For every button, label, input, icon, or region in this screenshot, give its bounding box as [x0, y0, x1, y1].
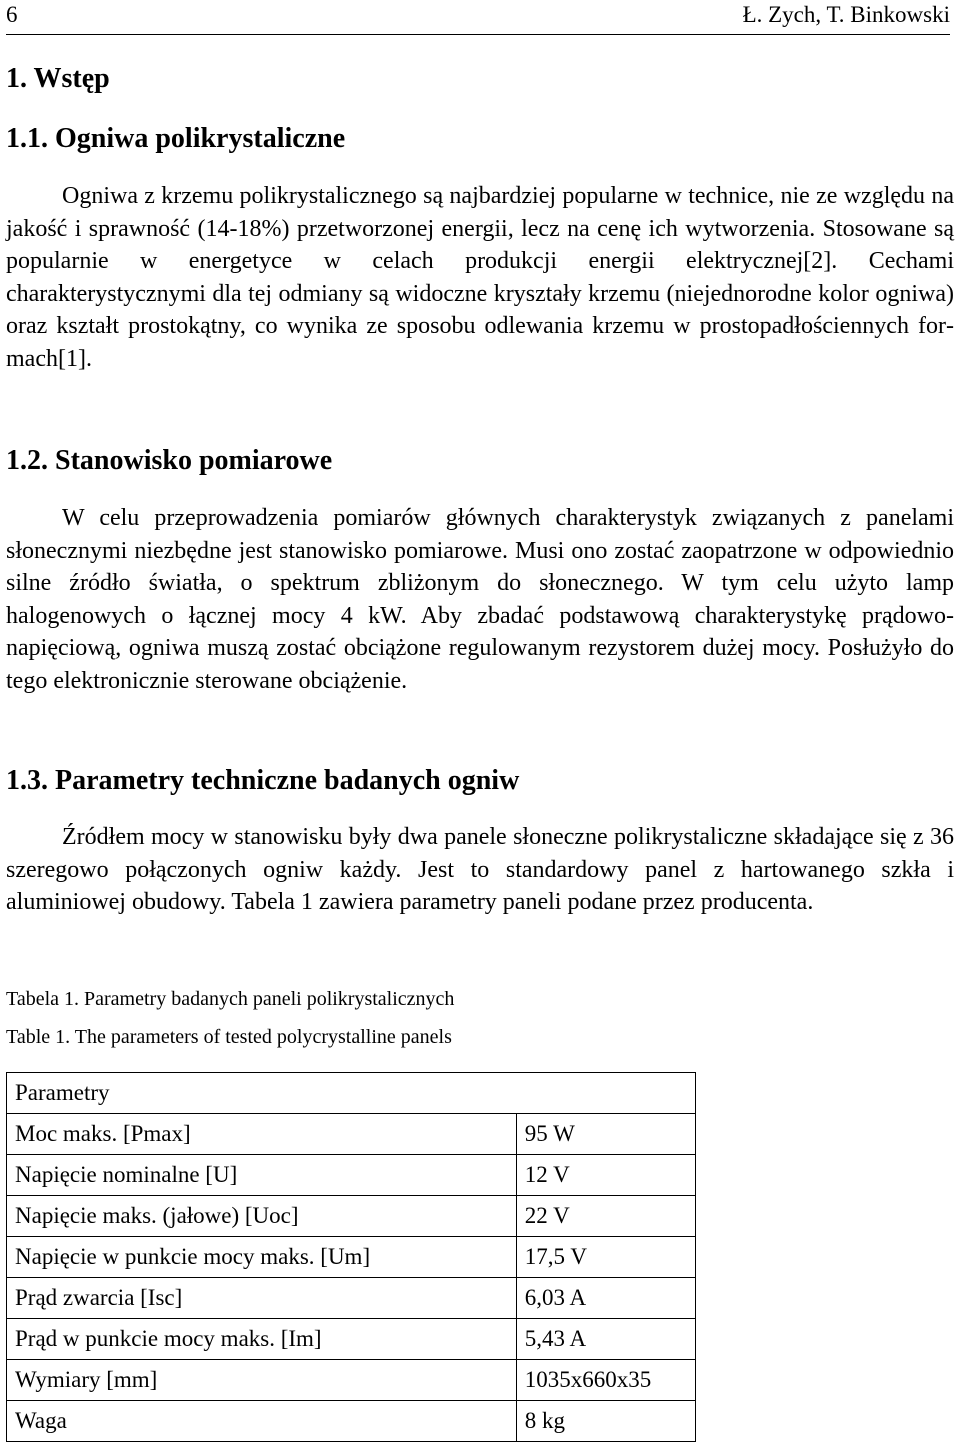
parameter-name-cell: Wymiary [mm] — [7, 1360, 517, 1401]
table-caption-pl: Tabela 1. Parametry badanych paneli polikrystalicznych — [6, 988, 455, 1010]
subsection-heading-ogniwa: 1.1. Ogniwa polikrystaliczne — [6, 123, 346, 154]
running-title: Ł. Zych, T. Binkowski — [742, 2, 950, 27]
parameter-value-cell: 8 kg — [516, 1401, 695, 1442]
table-header-row — [7, 1073, 696, 1114]
table-row — [7, 1278, 696, 1319]
paragraph-stanowisko: W celu przeprowadzenia pomiarów głównych charakterystyk związanych z panelami słonecznymi niezbędne jest stanowisko pomiarowe. Musi ono zostać zaopatrzone w odpowiednio silne źródło światła, o spektrum zbliżonym do słonecznego. W tym celu użyto lamp halogenowych o łącznej mocy 4 kW. Aby zbadać podstawową charakterystykę prądowo- napięciową, ogniwa muszą zostać obciążone regulowanym rezystorem dużej mocy. Posłużyło do tego elektronicznie sterowane obciążenie. — [6, 505, 954, 694]
parameter-name-cell: Napięcie maks. (jałowe) [Uoc] — [7, 1196, 517, 1237]
page-number: 6 — [6, 2, 18, 27]
section-heading-wstep: 1. Wstęp — [6, 63, 110, 94]
subsection-heading-stanowisko: 1.2. Stanowisko pomiarowe — [6, 445, 333, 476]
table-row — [7, 1319, 696, 1360]
table-caption-en: Table 1. The parameters of tested polycrystalline panels — [6, 1026, 452, 1048]
table-row — [7, 1155, 696, 1196]
parameter-value-cell: 12 V — [516, 1155, 695, 1196]
parameter-name-cell: Napięcie w punkcie mocy maks. [Um] — [7, 1237, 517, 1278]
table-row — [7, 1237, 696, 1278]
parameter-value-cell: 17,5 V — [516, 1237, 695, 1278]
paragraph-ogniwa: Ogniwa z krzemu polikrystalicznego są najbardziej popularne w technice, nie ze względu na jakość i sprawność (14-18%) przetworzonej energii, lecz na cenę ich wytworzenia. Stosowane są popularnie w energetyce w celach produkcji energii elektrycznej[2]. Cechami charakterystycznymi dla tej odmiany są widoczne kryształy krzemu (niejednorodne kolor ogniwa) oraz kształt prostokątny, co wynika ze sposobu odlewania krzemu w prostopadłościennych formach[1]. — [6, 183, 954, 372]
subsection-heading-parametry: 1.3. Parametry techniczne badanych ogniw — [6, 765, 520, 796]
table-header-cell: Parametry — [7, 1073, 696, 1114]
page-header — [6, 0, 950, 35]
parameter-value-cell: 5,43 A — [516, 1319, 695, 1360]
table-row — [7, 1196, 696, 1237]
parameter-name-cell: Prąd w punkcie mocy maks. [Im] — [7, 1319, 517, 1360]
table-row — [7, 1360, 696, 1401]
paragraph-parametry: Źródłem mocy w stanowisku były dwa panele słoneczne polikrystaliczne składające się z 36 szeregowo połączonych ogniw każdy. Jest to standardowy panel z hartowanego szkła i aluminiowej obudowy. Tabela 1 zawiera parametry paneli podane przez producenta. — [6, 824, 954, 916]
parameter-name-cell: Waga — [7, 1401, 517, 1442]
table-row — [7, 1401, 696, 1442]
parameter-name-cell: Napięcie nominalne [U] — [7, 1155, 517, 1196]
parameter-value-cell: 1035x660x35 — [516, 1360, 695, 1401]
parameter-value-cell: 6,03 A — [516, 1278, 695, 1319]
parameter-name-cell: Moc maks. [Pmax] — [7, 1114, 517, 1155]
parameter-value-cell: 95 W — [516, 1114, 695, 1155]
parameters-table — [6, 1072, 696, 1442]
parameter-name-cell: Prąd zwarcia [Isc] — [7, 1278, 517, 1319]
parameter-value-cell: 22 V — [516, 1196, 695, 1237]
table-row — [7, 1114, 696, 1155]
